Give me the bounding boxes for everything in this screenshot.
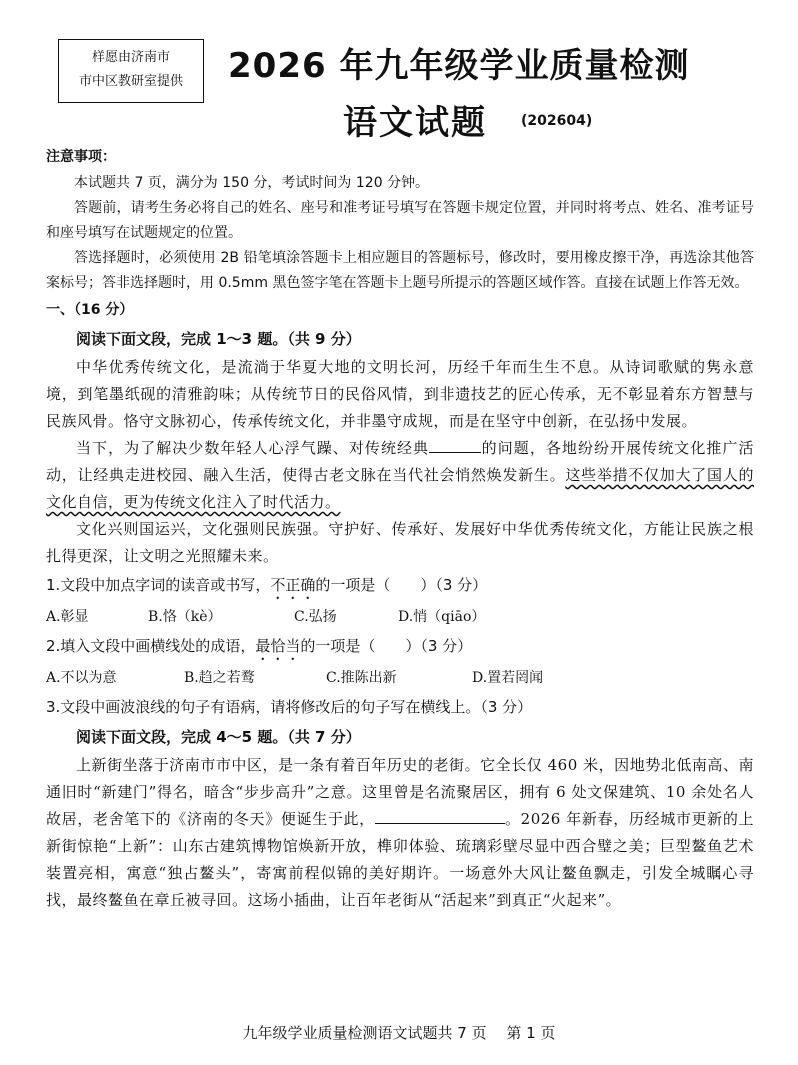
option-a: A.不以为意 — [46, 670, 117, 686]
option-b: B.趋之若鹜 — [184, 670, 255, 686]
option-d: D.悄（qiāo） — [398, 609, 486, 625]
question-2-options — [46, 664, 754, 692]
exam-subject: 语文试题 — [343, 103, 487, 143]
fill-blank-long — [375, 809, 505, 824]
notice-heading: 注意事项： — [46, 149, 116, 165]
option-b: B.恪（kè） — [148, 609, 222, 625]
question-1 — [46, 570, 754, 603]
fill-blank — [429, 438, 481, 453]
reading-instruction-1: 阅读下面文段，完成 1～3 题。（共 9 分） — [76, 330, 361, 348]
question-2-stem-b: 的一项是（ ）（3 分） — [300, 637, 473, 655]
paragraph-2-part-b: 的问题，各地纷纷开展传统文化推广活动，让经典走进校园、融入生活，使得古老文脉在当代社会悄然焕发新生。 — [46, 439, 754, 484]
question-1-stem-a: 1.文段中加点字词的读音或书写， — [46, 576, 271, 594]
option-a: A.彰显 — [46, 609, 89, 625]
source-line-2: 市中区教研室提供 — [78, 74, 183, 89]
question-1-emphasis: 不正确 — [270, 576, 316, 594]
paragraph-2-part-a: 当下，为了解决少数年轻人心浮气躁、对传统经典 — [76, 439, 430, 457]
question-1-options — [46, 603, 754, 631]
source-line-1: 样愿由济南市 — [91, 50, 170, 65]
passage-paragraph-4 — [46, 752, 754, 914]
paragraph-4-part-a: 上新街坐落于济南市市中区，是一条有着百年历史的老街。它全长仅 460 米，因地势北低南高、南通旧时“新建门”得名，暗含“步步高升”之意。这里曾是名流聚居区，拥有 6 处文保建筑、10 余处名人故居，老舍笔下的《济南的冬天》便诞生于此， — [46, 756, 754, 828]
passage-paragraph-3: 文化兴则国运兴，文化强则民族强。守护好、传承好、发展好中华优秀传统文化，方能让民族之根扎得更深，让文明之光照耀未来。 — [46, 520, 754, 565]
question-2 — [46, 631, 754, 664]
option-c: C.推陈出新 — [326, 670, 397, 686]
question-3: 3.文段中画波浪线的句子有语病，请将修改后的句子写在横线上。（3 分） — [46, 698, 533, 716]
section-heading: 一、（16 分） — [46, 302, 134, 318]
exam-title: 2026 年九年级学业质量检测 — [228, 46, 690, 86]
page-content — [46, 143, 754, 914]
paragraph-4-part-b: 。2026 年新春，历经城市更新的上新街惊艳“上新”：山东古建筑博物馆焕新开放，榫卯体验、琉璃彩壁尽显中西合璧之美；巨型鳌鱼艺术装置亮相，寓意“独占鳌头”，寄寓前程似锦的美好期许。一场意外大风让鳌鱼飘走，引发全城瞩心寻找，最终鳌鱼在章丘被寻回。这场小插曲，让百年老街从“活起来”到真正“火起来”。 — [46, 810, 754, 909]
question-2-stem-a: 2.填入文段中画横线处的成语， — [46, 637, 256, 655]
wavy-underlined-sentence: 这些举措不仅加大了国人的文化自信，更为传统文化注入了时代活力。 — [46, 466, 754, 511]
notice-item-1: 本试题共 7 页，满分为 150 分，考试时间为 120 分钟。 — [74, 175, 430, 191]
passage-paragraph-2 — [46, 435, 754, 516]
exam-code: (202604) — [521, 113, 593, 129]
option-c: C.弘扬 — [294, 609, 337, 625]
reading-instruction-2: 阅读下面文段，完成 4～5 题。（共 7 分） — [76, 728, 361, 746]
question-1-stem-b: 的一项是（ ）（3 分） — [315, 576, 488, 594]
notice-item-3: 答选择题时，必须使用 2B 铅笔填涂答题卡上相应题目的答题标号，修改时，要用橡皮擦干净，再选涂其他答案标号；答非选择题时，用 0.5mm 黑色签字笔在答题卡上题号所提示的答题区域作答。直接在试题上作答无效。 — [46, 250, 754, 291]
option-d: D.置若罔闻 — [472, 670, 544, 686]
source-box — [58, 39, 204, 103]
page-footer: 九年级学业质量检测语文试题共 7 页 第 1 页 — [242, 1024, 556, 1042]
notice-item-2: 答题前，请考生务必将自己的姓名、座号和准考证号填写在答题卡规定位置，并同时将考点、姓名、准考证号和座号填写在试题规定的位置。 — [46, 200, 754, 241]
question-2-emphasis: 最恰当 — [255, 637, 301, 655]
passage-paragraph-1: 中华优秀传统文化，是流淌于华夏大地的文明长河，历经千年而生生不息。从诗词歌赋的隽永意境，到笔墨纸砚的清雅韵味；从传统节日的民俗风情，到非遗技艺的匠心传承，无不彰显着东方智慧与民族风骨。恪守文脉初心，传承传统文化，并非墨守成规，而是在坚守中创新，在弘扬中发展。 — [46, 358, 754, 430]
